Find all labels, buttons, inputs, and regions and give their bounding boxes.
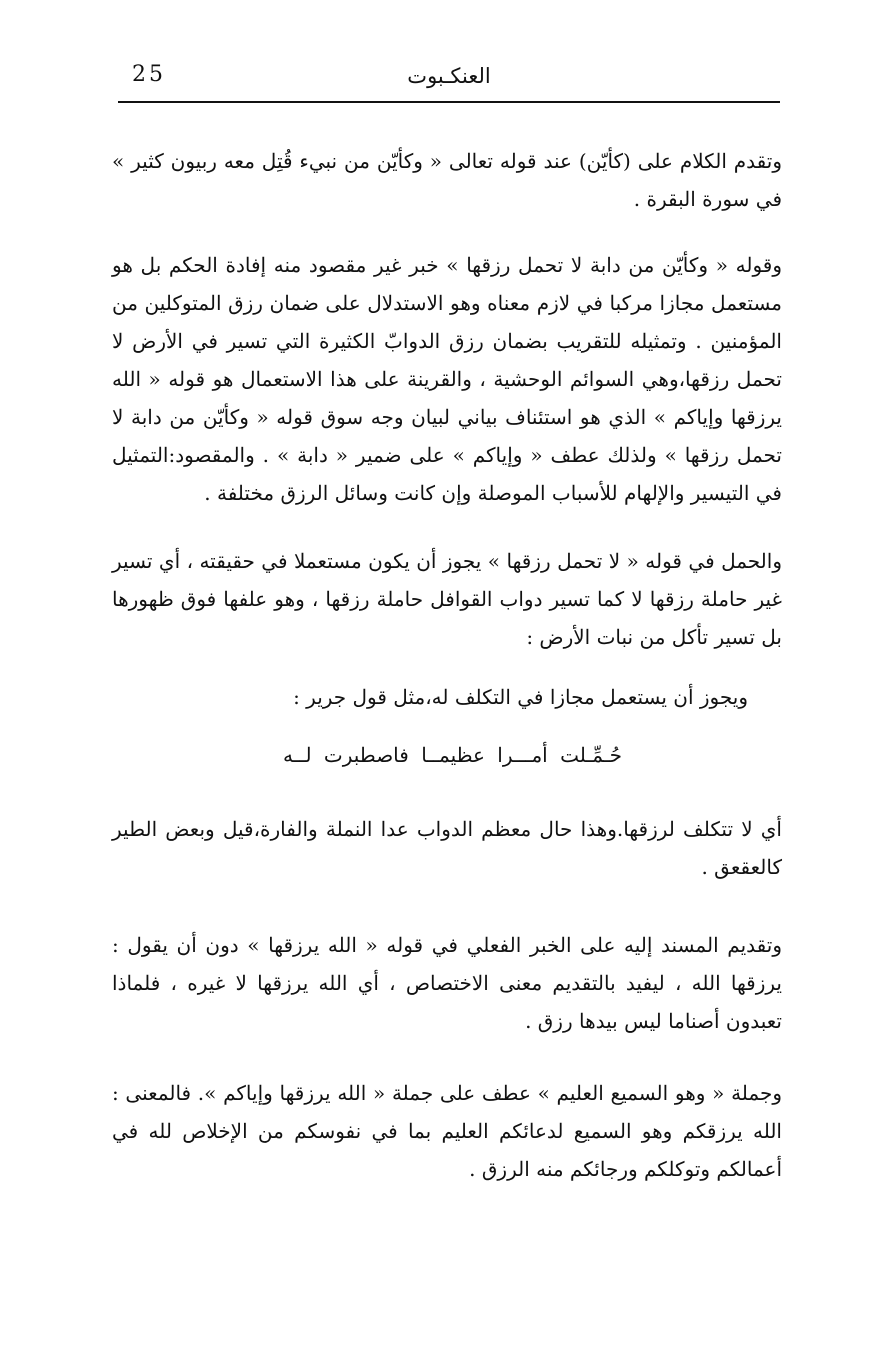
paragraph-5: وتقديم المسند إليه على الخبر الفعلي في قوله « الله يرزقها » دون أن يقول : يرزقها الله ، ليفيد بالتقديم معنى الاختصاص ، أي الله يرزقها لا غيره ، فلماذا تعبدون أصناما ليس بيدها رزق . bbox=[112, 933, 782, 1033]
page-header bbox=[118, 62, 780, 102]
paragraph-3: والحمل في قوله « لا تحمل رزقها » يجوز أن يكون مستعملا في حقيقته ، أي تسير غير حاملة رزقها لا كما تسير دواب القوافل حاملة رزقها ، وهو علفها فوق ظهورها بل تسير تأكل من نبات الأرض : bbox=[112, 549, 782, 649]
poetry-verse: حُـمِّـلت أمـــرا عظيمــا فاصطبرت لــه bbox=[283, 743, 622, 767]
paragraph-2: وقوله « وكأيّن من دابة لا تحمل رزقها » خبر غير مقصود منه إفادة الحكم بل هو مستعمل مجازا مركبا في لازم معناه وهو الاستدلال على ضمان رزق المتوكلين من المؤمنين . وتمثيله للتقريب بضمان رزق الدوابّ الكثيرة التي تسير في الأرض لا تحمل رزقها،وهي السوائم الوحشية ، والقرينة على هذا الاستعمال هو قوله « الله يرزقها وإياكم » الذي هو استئناف بياني لبيان وجه سوق قوله « وكأيّن من دابة لا تحمل رزقها » ولذلك عطف « وإياكم » على ضمير « دابة » . والمقصود:التمثيل في التيسير والإلهام للأسباب الموصلة وإن كانت وسائل الرزق مختلفة . bbox=[112, 253, 782, 505]
page-body bbox=[112, 142, 782, 1188]
paragraph-4: أي لا تتكلف لرزقها.وهذا حال معظم الدواب عدا النملة والفارة،قيل وبعض الطير كالعقعق . bbox=[112, 817, 782, 879]
paragraph-6: وجملة « وهو السميع العليم » عطف على جملة « الله يرزقها وإياكم ». فالمعنى : الله يرزقكم وهو السميع لدعائكم العليم بما في نفوسكم من الإخلاص لله في أعمالكم وتوكلكم ورجائكم منه الرزق . bbox=[112, 1081, 782, 1181]
running-title: العنكـبوت bbox=[407, 64, 491, 88]
quote-intro-line: ويجوز أن يستعمل مجازا في التكلف له،مثل قول جرير : bbox=[293, 685, 748, 709]
page-number: 25 bbox=[132, 62, 166, 87]
header-rule bbox=[118, 101, 780, 103]
paragraph-1: وتقدم الكلام على (كأيّن) عند قوله تعالى « وكأيّن من نبيء قُتِل معه ربيون كثير » في سورة البقرة . bbox=[112, 149, 782, 211]
